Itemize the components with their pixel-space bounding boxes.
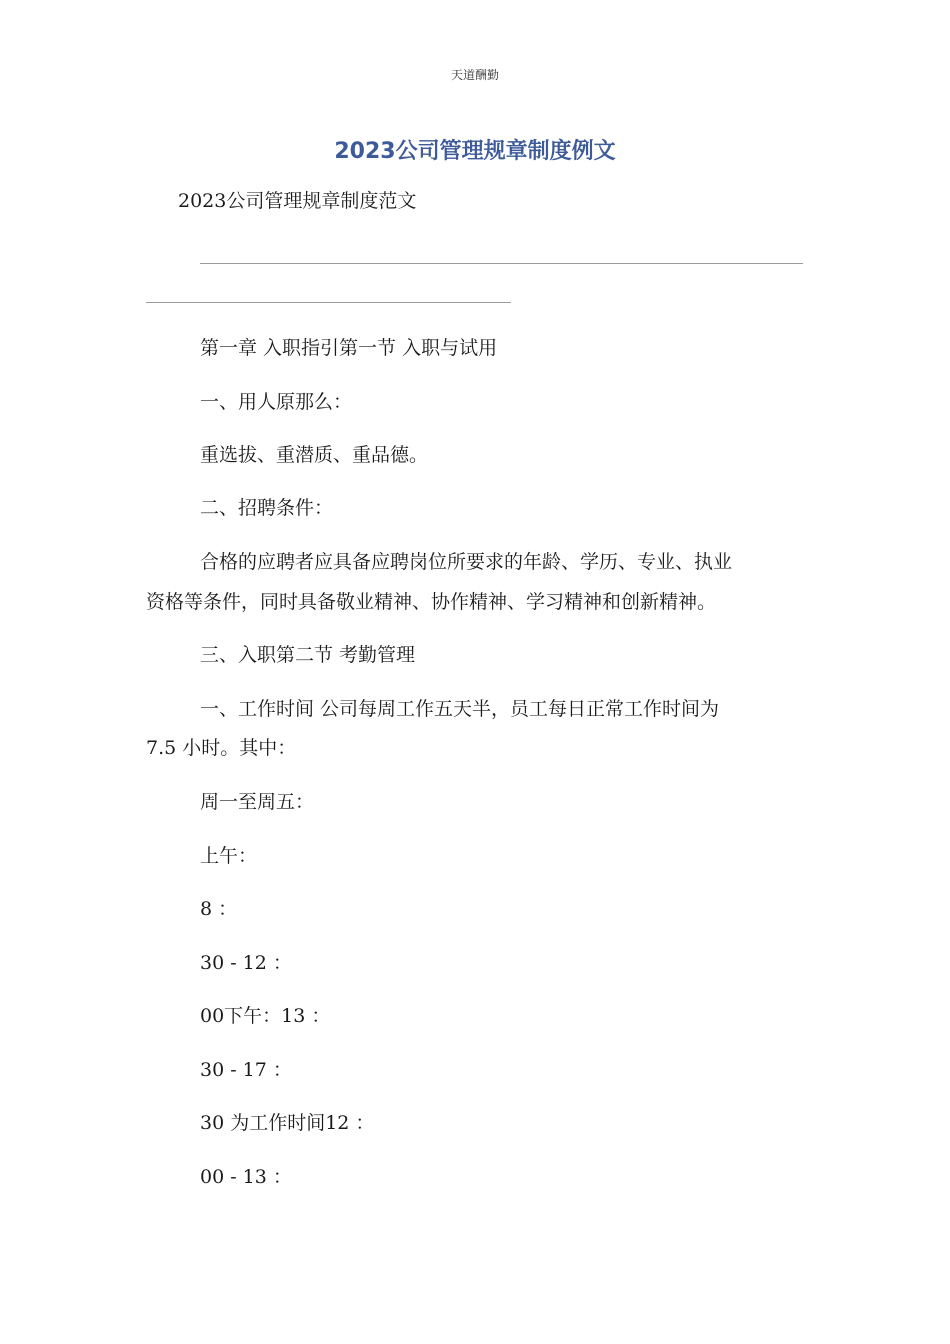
time-line-2: 30 - 12 ： (200, 952, 292, 974)
divider-line-2 (146, 302, 511, 303)
section-heading-attendance: 三、入职第二节 考勤管理 (200, 644, 416, 666)
document-title: 2023公司管理规章制度例文 (334, 139, 616, 164)
paragraph-work-hours-line-1: 一、工作时间 公司每周工作五天半，员工每日正常工作时间为 (200, 698, 720, 720)
section-heading-principles: 一、用人原那么： (200, 391, 353, 413)
time-line-1: 8 ： (200, 898, 238, 920)
chapter-heading: 第一章 入职指引第一节 入职与试用 (200, 337, 498, 359)
morning-label: 上午： (200, 845, 258, 867)
paragraph-conditions-line-2: 资格等条件，同时具备敬业精神、协作精神、学习精神和创新精神。 (146, 591, 717, 613)
page-header: 天道酬勤 (450, 68, 499, 82)
divider-line-1 (200, 263, 803, 264)
time-line-6: 00 - 13 ： (200, 1166, 292, 1188)
time-line-3: 00下午：13 ： (200, 1005, 331, 1027)
section-heading-conditions: 二、招聘条件： (200, 497, 334, 519)
paragraph-conditions-line-1: 合格的应聘者应具备应聘岗位所要求的年龄、学历、专业、执业 (200, 551, 733, 573)
paragraph-principles: 重选拔、重潜质、重品德。 (200, 444, 429, 466)
time-line-5: 30 为工作时间12 ： (200, 1112, 375, 1134)
weekday-label: 周一至周五： (200, 791, 315, 813)
time-line-4: 30 - 17 ： (200, 1059, 292, 1081)
paragraph-work-hours-line-2: 7.5 小时。其中： (146, 737, 297, 759)
document-subtitle: 2023公司管理规章制度范文 (178, 190, 417, 212)
